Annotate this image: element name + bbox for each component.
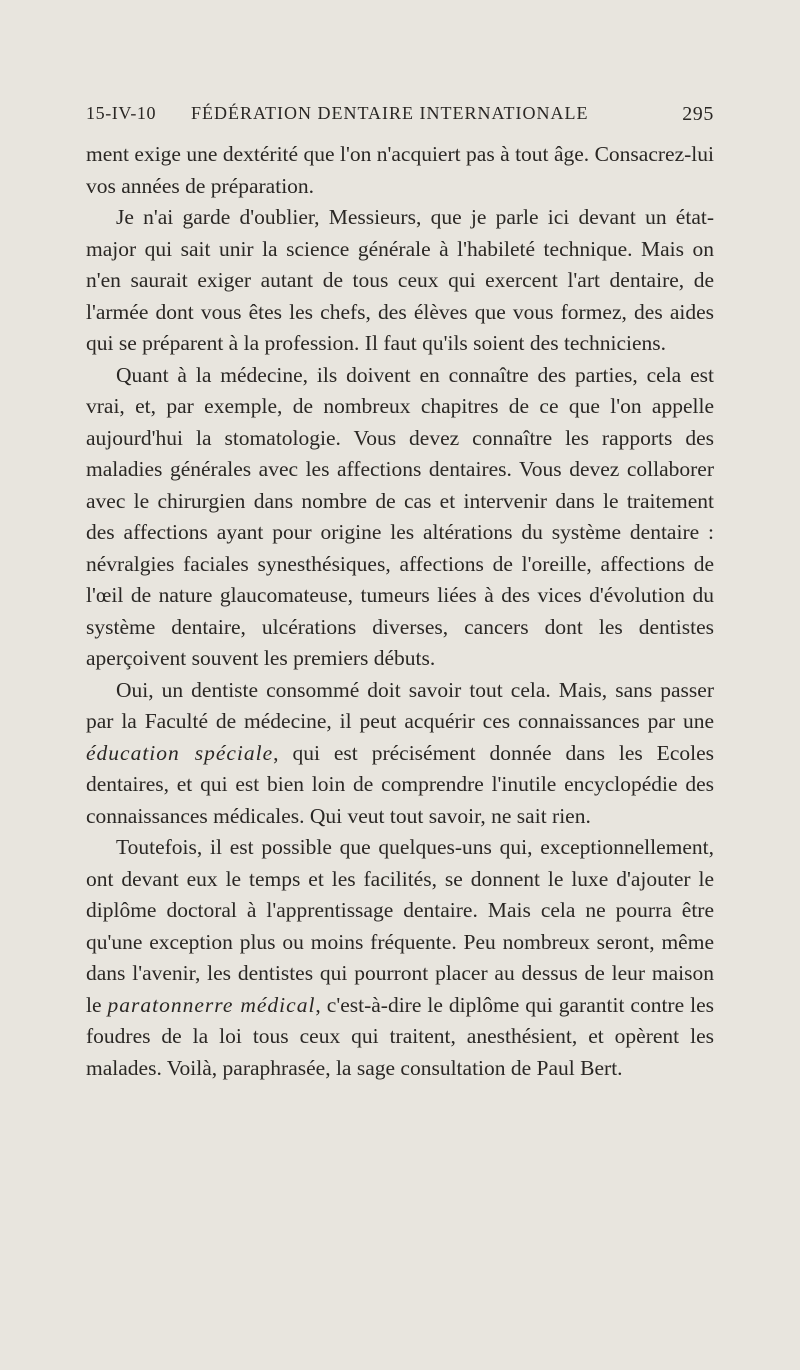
running-header [86,103,714,133]
paragraph-5 [86,832,714,1084]
paragraph-1: ment exige une dextérité que l'on n'acquiert pas à tout âge. Consacrez-lui vos années de préparation. [86,142,714,198]
page-number: 295 [682,103,714,125]
header-date: 15-IV-10 [86,103,157,123]
paragraph-4-start: Oui, un dentiste consommé doit savoir tout cela. Mais, sans passer par la Faculté de médecine, il peut acquérir ces connaissances par une [86,677,714,733]
paragraph-5-start: Toutefois, il est possible que quelques-uns qui, exceptionnellement, ont devant eux le temps et les facilités, se donnent le luxe d'ajouter le diplôme doctoral à l'apprentissage dentaire. Mais cela ne pourra être qu'une exception plus ou moins fréquente. Peu nombreux seront, même dans l'avenir, les dentistes qui pourront placer au dessus de leur maison le [86,835,714,1017]
emphasis-education-speciale: éducation spéciale [86,740,274,765]
paragraph-4-end: , qui est précisément donnée dans les Ecoles dentaires, et qui est bien loin de comprendre l'inutile encyclopédie des connaissances médicales. Qui veut tout savoir, ne sait rien. [86,740,714,828]
paragraph-5-end: , c'est-à-dire le diplôme qui garantit contre les foudres de la loi tous ceux qui traitent, anesthésient, et opèrent les malades. Voilà, paraphrasée, la sage consultation de Paul Bert. [86,992,714,1080]
body-text [86,139,714,1084]
paragraph-2: Je n'ai garde d'oublier, Messieurs, que je parle ici devant un état-major qui sait unir la science générale à l'habileté technique. Mais on n'en saurait exiger autant de tous ceux qui exercent l'art dentaire, de l'armée dont vous êtes les chefs, des élèves que vous formez, des aides qui se préparent à la profession. Il faut qu'ils soient des techniciens. [86,205,714,355]
paragraph-3: Quant à la médecine, ils doivent en connaître des parties, cela est vrai, et, par exemple, de nombreux chapitres de ce que l'on appelle aujourd'hui la stomatologie. Vous devez connaître les rapports des maladies générales avec les affections dentaires. Vous devez collaborer avec le chirurgien dans nombre de cas et intervenir dans le traitement des affections ayant pour origine les altérations du système dentaire : névralgies faciales synesthésiques, affections de l'oreille, affections de l'œil de nature glaucomateuse, tumeurs liées à des vices d'évolution du système dentaire, ulcérations diverses, cancers dont les dentistes aperçoivent souvent les premiers débuts. [86,362,714,670]
emphasis-paratonnerre-medical: paratonnerre médical [107,992,316,1017]
header-title: FÉDÉRATION DENTAIRE INTERNATIONALE [191,103,589,123]
paragraph-4 [86,675,714,833]
